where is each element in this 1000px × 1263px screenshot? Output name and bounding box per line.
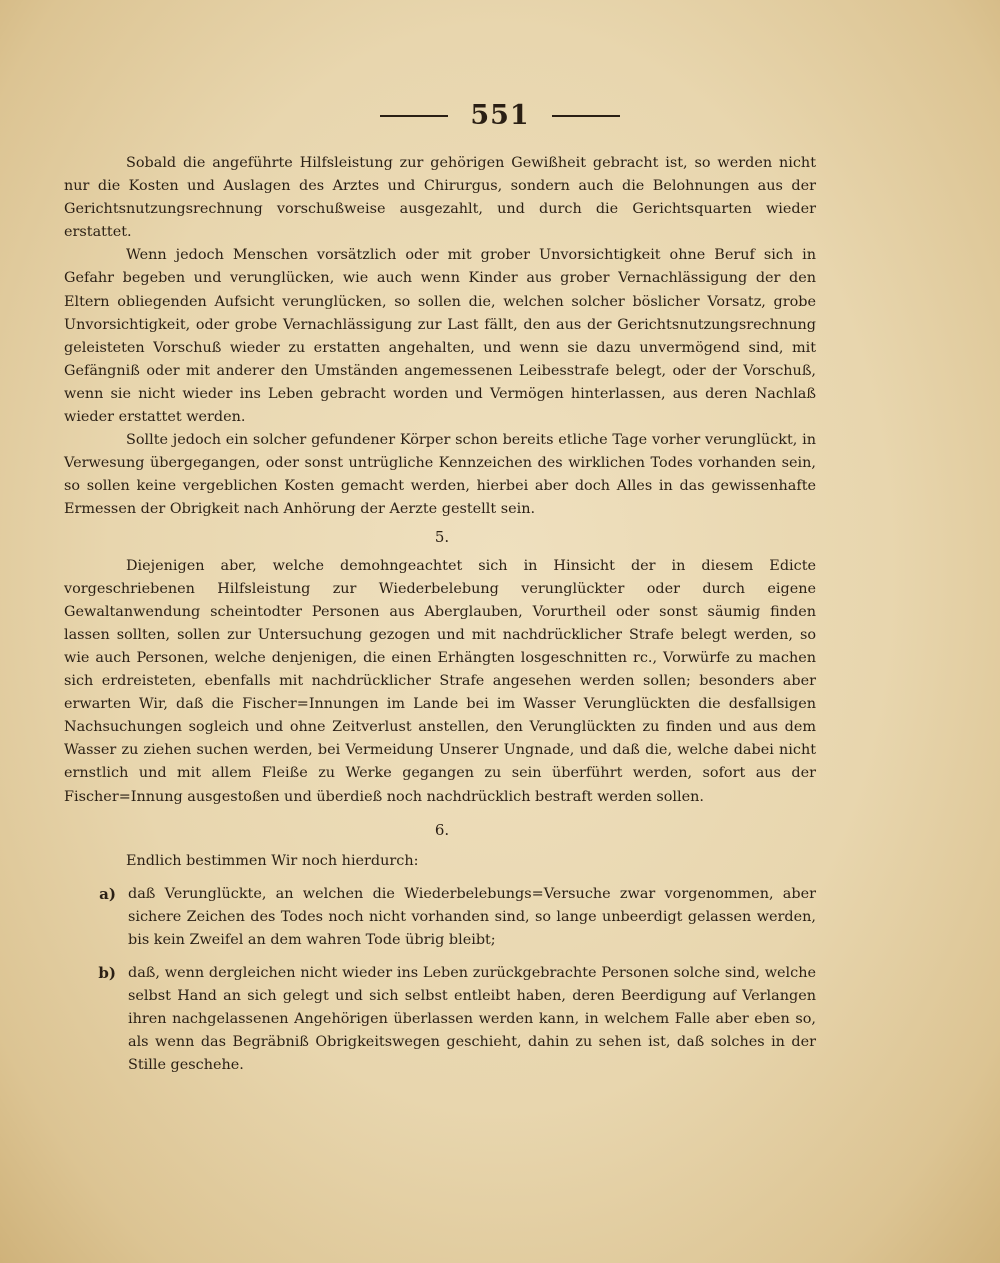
body-text [64,152,816,1088]
paragraph-section-5: Diejenigen aber, welche demohngeachtet sich in Hinsicht der in diesem Edicte vorgeschriebenen Hilfsleistung zur Wiederbelebung verunglückter oder durch eigene Gewaltanwendung scheintodter Personen aus Aberglauben, Vorurtheil oder sonst säumig finden lassen sollten, sollen zur Untersuchung gezogen und mit nachdrücklicher Strafe belegt werden, so wie auch Personen, welche denjenigen, die einen Erhängten losgeschnitten rc., Vorwürfe zu machen sich erdreisteten, ebenfalls mit nachdrücklicher Strafe angesehen werden sollen; besonders aber erwarten Wir, daß die Fischer=Innungen im Lande bei im Wasser Verunglückten die desfallsigen Nachsuchungen sogleich und ohne Zeitverlust anstellen, den Verunglückten zu finden und aus dem Wasser zu ziehen suchen werden, bei Vermeidung Unserer Ungnade, und daß die, welche dabei nicht ernstlich und mit allem Fleiße zu Werke gegangen zu sein überführt werden, sofort aus der Fischer=Innung ausgestoßen und überdieß noch nachdrücklich bestraft werden sollen. [64,557,816,805]
list-marker-a: a) [99,884,116,903]
paragraph-payment: Sobald die angeführte Hilfsleistung zur gehörigen Gewißheit gebracht ist, so werden nicht nur die Kosten und Auslagen des Arztes und Chirurgus, sondern auch die Belohnungen aus der Gerichtsnutzungsrechnung vorschußweise ausgezahlt, und durch die Gerichtsquarten wieder erstattet. [64,155,816,241]
page-header [0,100,1000,131]
paragraph-decomposed-body: Sollte jedoch ein solcher gefundener Körper schon bereits etliche Tage vorher verunglückt, in Verwesung übergegangen, oder sonst untrügliche Kennzeichen des wirklichen Todes vorhanden sein, so sollen keine vergeblichen Kosten gemacht werden, hierbei aber doch Alles in das gewissenhafte Ermessen der Obrigkeit nach Anhörung der Aerzte gestellt sein. [64,432,816,518]
list-item-b [64,962,816,1077]
list-text-a: daß Verunglückte, an welchen die Wiederbelebungs=Versuche zwar vorgenommen, aber sichere Zeichen des Todes noch nicht vorhanden sind, so lange unbeerdigt gelassen werden, bis kein Zweifel an dem wahren Tode übrig bleibt; [128,885,816,948]
list-marker-b: b) [98,964,116,983]
section-6-intro: Endlich bestimmen Wir noch hierdurch: [126,852,419,869]
header-rule-right [552,115,620,117]
section-number-6: 6. [434,820,450,839]
list-item-a [64,883,816,952]
section-number-5: 5. [434,527,450,546]
paragraph-negligence: Wenn jedoch Menschen vorsätzlich oder mit grober Unvorsichtigkeit ohne Beruf sich in Gefahr begeben und verunglücken, wie auch wenn Kinder aus grober Vernachlässigung der den Eltern obliegenden Aufsicht verunglücken, so sollen die, welchen solcher böslicher Vorsatz, grobe Unvorsichtigkeit, oder grobe Vernachlässigung zur Last fällt, den aus der Gerichtsnutzungsrechnung geleisteten Vorschuß wieder zu erstatten angehalten, und wenn sie dazu unvermögend sind, mit Gefängniß oder mit anderer den Umständen angemessenen Leibesstrafe belegt, oder der Vorschuß, wenn sie nicht wieder ins Leben gebracht worden und Vermögen hinterlassen, aus deren Nachlaß wieder erstattet werden. [64,247,816,426]
list-text-b: daß, wenn dergleichen nicht wieder ins Leben zurückgebrachte Personen solche sind, welche selbst Hand an sich gelegt und sich selbst entleibt haben, deren Beerdigung auf Verlangen ihren nachgelassenen Angehörigen überlassen werden kann, in welchem Falle aber eben so, als wenn das Begräbniß Obrigkeitswegen geschieht, dahin zu sehen ist, daß solches in der Stille geschehe. [128,965,816,1074]
header-rule-left [380,115,448,117]
page-number: 551 [470,100,530,131]
